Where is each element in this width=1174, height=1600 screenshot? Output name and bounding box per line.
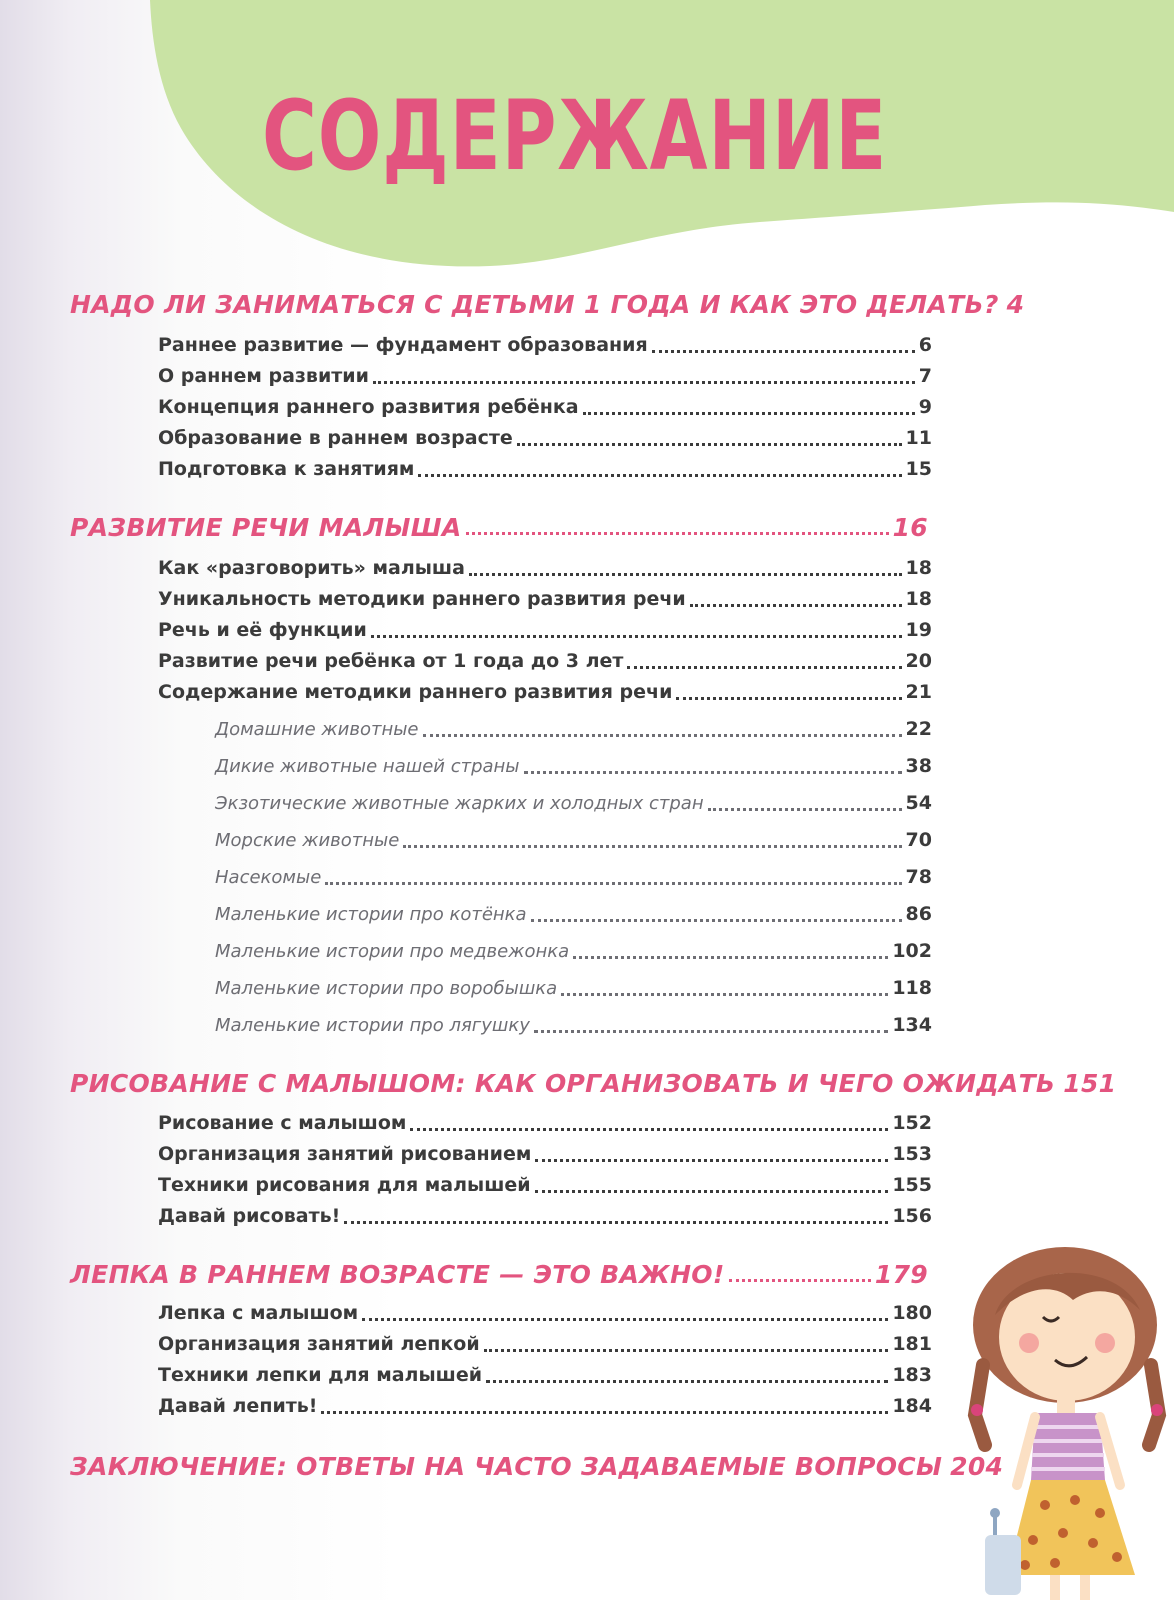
item-label: Давай лепить! (158, 1395, 318, 1417)
toc-subitem[interactable] (215, 718, 932, 740)
item-label: Организация занятий лепкой (158, 1333, 480, 1355)
item-label: Развитие речи ребёнка от 1 года до 3 лет (158, 650, 624, 672)
dot-leader (362, 1318, 888, 1321)
page-number: 179 (874, 1260, 928, 1289)
item-label: Лепка с малышом (158, 1302, 359, 1324)
toc-item[interactable] (158, 396, 932, 418)
dot-leader (418, 474, 901, 477)
toc-item[interactable] (158, 1395, 932, 1417)
dot-leader (534, 1030, 888, 1033)
girl-illustration (955, 1245, 1174, 1600)
toc-item[interactable] (158, 1174, 932, 1196)
toc-section-heading[interactable] (70, 1069, 1117, 1098)
toc-item[interactable] (158, 1205, 932, 1227)
page-number: 86 (905, 903, 932, 925)
page-number: 183 (892, 1364, 932, 1386)
subitem-label: Маленькие истории про медвежонка (215, 941, 570, 962)
dot-leader (676, 697, 901, 700)
subitem-label: Маленькие истории про котёнка (215, 904, 527, 925)
dot-leader (690, 604, 902, 607)
page-number: 6 (918, 334, 932, 356)
toc-subitem[interactable] (215, 792, 932, 814)
subitem-label: Насекомые (215, 867, 322, 888)
dot-leader (373, 381, 915, 384)
item-label: Подготовка к занятиям (158, 458, 415, 480)
item-label: Рисование с малышом (158, 1112, 407, 1134)
toc-item[interactable] (158, 365, 932, 387)
dot-leader (583, 412, 915, 415)
toc-section-heading[interactable] (70, 1452, 1004, 1481)
page-number: 18 (905, 557, 932, 579)
page-number: 184 (892, 1395, 932, 1417)
page-number: 134 (892, 1014, 932, 1036)
dot-leader (344, 1221, 888, 1224)
item-label: О раннем развитии (158, 365, 369, 387)
page-number: 54 (905, 792, 932, 814)
dot-leader (573, 956, 888, 959)
subitem-label: Маленькие истории про лягушку (215, 1015, 530, 1036)
toc-subitem[interactable] (215, 1014, 932, 1036)
toc-item[interactable] (158, 1364, 932, 1386)
toc-item[interactable] (158, 1143, 932, 1165)
page-number: 19 (905, 619, 932, 641)
page-number: 156 (892, 1205, 932, 1227)
toc-item[interactable] (158, 681, 932, 703)
toc-subitem[interactable] (215, 940, 932, 962)
toc-item[interactable] (158, 588, 932, 610)
toc-item[interactable] (158, 334, 932, 356)
dot-leader (729, 1279, 871, 1282)
dot-leader (652, 350, 915, 353)
toc-item[interactable] (158, 458, 932, 480)
section-title: РАЗВИТИЕ РЕЧИ МАЛЫША (70, 513, 462, 542)
item-label: Речь и её функции (158, 619, 367, 641)
page-number: 153 (892, 1143, 932, 1165)
dot-leader (371, 635, 902, 638)
item-label: Техники рисования для малышей (158, 1174, 531, 1196)
page-number: 118 (892, 977, 932, 999)
dot-leader (486, 1380, 888, 1383)
section-title: ЛЕПКА В РАННЕМ ВОЗРАСТЕ — ЭТО ВАЖНО! (70, 1260, 725, 1289)
dot-leader (627, 666, 901, 669)
subitem-label: Маленькие истории про воробышка (215, 978, 558, 999)
toc-subitem[interactable] (215, 755, 932, 777)
dot-leader (524, 771, 902, 774)
page-number: 152 (892, 1112, 932, 1134)
section-title: ЗАКЛЮЧЕНИЕ: ОТВЕТЫ НА ЧАСТО ЗАДАВАЕМЫЕ ВОПРОСЫ (70, 1452, 943, 1481)
dot-leader (531, 919, 902, 922)
page-number: 38 (905, 755, 932, 777)
item-label: Концепция раннего развития ребёнка (158, 396, 579, 418)
dot-leader (484, 1349, 889, 1352)
dot-leader (325, 882, 901, 885)
dot-leader (517, 443, 902, 446)
toc-section-heading[interactable] (70, 513, 928, 542)
page-number: 9 (918, 396, 932, 418)
page-number: 102 (892, 940, 932, 962)
toc-item[interactable] (158, 427, 932, 449)
toc-item[interactable] (158, 1333, 932, 1355)
dot-leader (410, 1128, 888, 1131)
toc-subitem[interactable] (215, 903, 932, 925)
subitem-label: Дикие животные нашей страны (215, 756, 520, 777)
dot-leader (561, 993, 888, 996)
page-number: 70 (905, 829, 932, 851)
toc-item[interactable] (158, 1112, 932, 1134)
page-number: 7 (918, 365, 932, 387)
dot-leader (403, 845, 901, 848)
item-label: Раннее развитие — фундамент образования (158, 334, 648, 356)
page-number: 20 (905, 650, 932, 672)
toc-section-heading[interactable] (70, 1260, 928, 1289)
page-title: СОДЕРЖАНИЕ (262, 80, 888, 192)
item-label: Содержание методики раннего развития речи (158, 681, 673, 703)
page-number: 21 (905, 681, 932, 703)
item-label: Как «разговорить» малыша (158, 557, 465, 579)
page-number: 181 (892, 1333, 932, 1355)
toc-subitem[interactable] (215, 866, 932, 888)
toc-item[interactable] (158, 619, 932, 641)
toc-item[interactable] (158, 1302, 932, 1324)
page-number: 22 (905, 718, 932, 740)
page-number: 155 (892, 1174, 932, 1196)
dot-leader (535, 1159, 888, 1162)
subitem-label: Экзотические животные жарких и холодных стран (215, 793, 704, 814)
toc-item[interactable] (158, 650, 932, 672)
toc-subitem[interactable] (215, 829, 932, 851)
section-title: НАДО ЛИ ЗАНИМАТЬСЯ С ДЕТЬМИ 1 ГОДА И КАК ЭТО ДЕЛАТЬ? (70, 290, 999, 319)
dot-leader (469, 573, 902, 576)
page-number: 151 (1063, 1069, 1117, 1098)
dot-leader (321, 1411, 888, 1414)
toc-section-heading[interactable] (70, 290, 1025, 319)
dot-leader (466, 532, 889, 535)
page-number: 11 (905, 427, 932, 449)
item-label: Давай рисовать! (158, 1205, 341, 1227)
dot-leader (423, 734, 902, 737)
page-number: 15 (905, 458, 932, 480)
subitem-label: Морские животные (215, 830, 400, 851)
toc-item[interactable] (158, 557, 932, 579)
page-number: 180 (892, 1302, 932, 1324)
page-number: 4 (1006, 290, 1025, 319)
page-number: 16 (892, 513, 928, 542)
toc-subitem[interactable] (215, 977, 932, 999)
item-label: Образование в раннем возрасте (158, 427, 513, 449)
item-label: Организация занятий рисованием (158, 1143, 532, 1165)
item-label: Уникальность методики раннего развития речи (158, 588, 686, 610)
dot-leader (535, 1190, 889, 1193)
page-number: 18 (905, 588, 932, 610)
section-title: РИСОВАНИЕ С МАЛЫШОМ: КАК ОРГАНИЗОВАТЬ И ЧЕГО ОЖИДАТЬ (70, 1069, 1056, 1098)
page-number: 78 (905, 866, 932, 888)
page-number: 204 (950, 1452, 1004, 1481)
subitem-label: Домашние животные (215, 719, 419, 740)
dot-leader (708, 808, 902, 811)
item-label: Техники лепки для малышей (158, 1364, 483, 1386)
